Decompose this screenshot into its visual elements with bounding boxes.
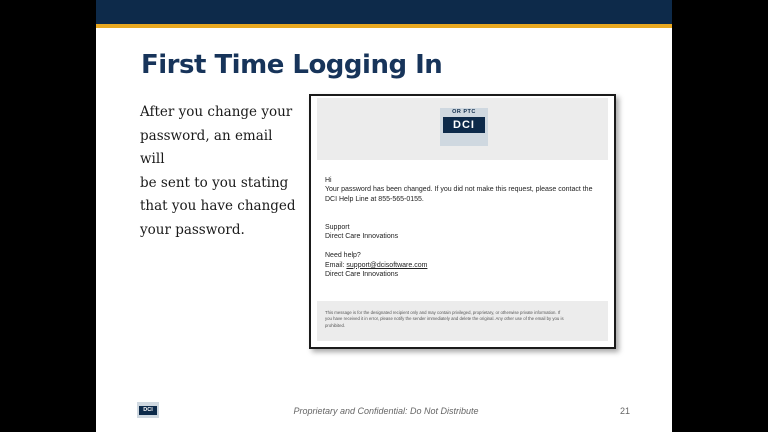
body-line: be sent to you stating: [140, 174, 289, 191]
email-disclaimer: [317, 301, 608, 341]
email-contact-company: Direct Care Innovations: [325, 271, 399, 279]
body-line: password, an email will: [140, 127, 273, 167]
email-prefix: Email:: [325, 261, 347, 269]
dci-logo: [440, 108, 488, 146]
header-accent-line: [96, 24, 672, 28]
disclaimer-line: This message is for the designated recipient only and may contain privileged, proprietary, or otherwise private information. If: [325, 310, 561, 315]
page-number: 21: [619, 406, 630, 416]
email-message-line: Your password has been changed. If you did not make this request, please contact the: [325, 186, 593, 194]
support-email-link[interactable]: support@dcisoftware.com: [346, 261, 428, 269]
email-body: [325, 176, 605, 279]
email-signature-company: Direct Care Innovations: [325, 233, 399, 241]
slide-title: First Time Logging In: [141, 50, 443, 80]
footer-logo: [137, 402, 159, 418]
disclaimer-text: [325, 310, 603, 329]
logo-wordmark: DCI: [443, 117, 485, 133]
slide-body-text: [140, 101, 300, 242]
email-contact-line: [325, 261, 605, 270]
disclaimer-line: prohibited.: [325, 322, 346, 328]
presentation-slide: [96, 0, 672, 432]
email-need-help: Need help?: [325, 252, 361, 260]
email-screenshot: [309, 94, 616, 349]
email-greeting: Hi: [325, 177, 332, 184]
email-header: [317, 98, 608, 160]
footer-logo-wordmark: DCI: [139, 406, 157, 415]
logo-subtitle: OR PTC: [452, 109, 476, 115]
body-line: After you change your: [140, 104, 293, 120]
email-message-line: DCI Help Line at 855-565-0155.: [325, 195, 424, 203]
body-line: that you have changed: [140, 198, 296, 214]
confidentiality-notice: Proprietary and Confidential: Do Not Distribute: [293, 406, 479, 416]
disclaimer-line: you have received it in error, please notify the sender immediately and delete the original. Any other use of the email by you is: [325, 316, 564, 322]
email-signature-support: Support: [325, 224, 350, 231]
body-line: your password.: [140, 221, 245, 238]
header-bar: [96, 0, 672, 24]
